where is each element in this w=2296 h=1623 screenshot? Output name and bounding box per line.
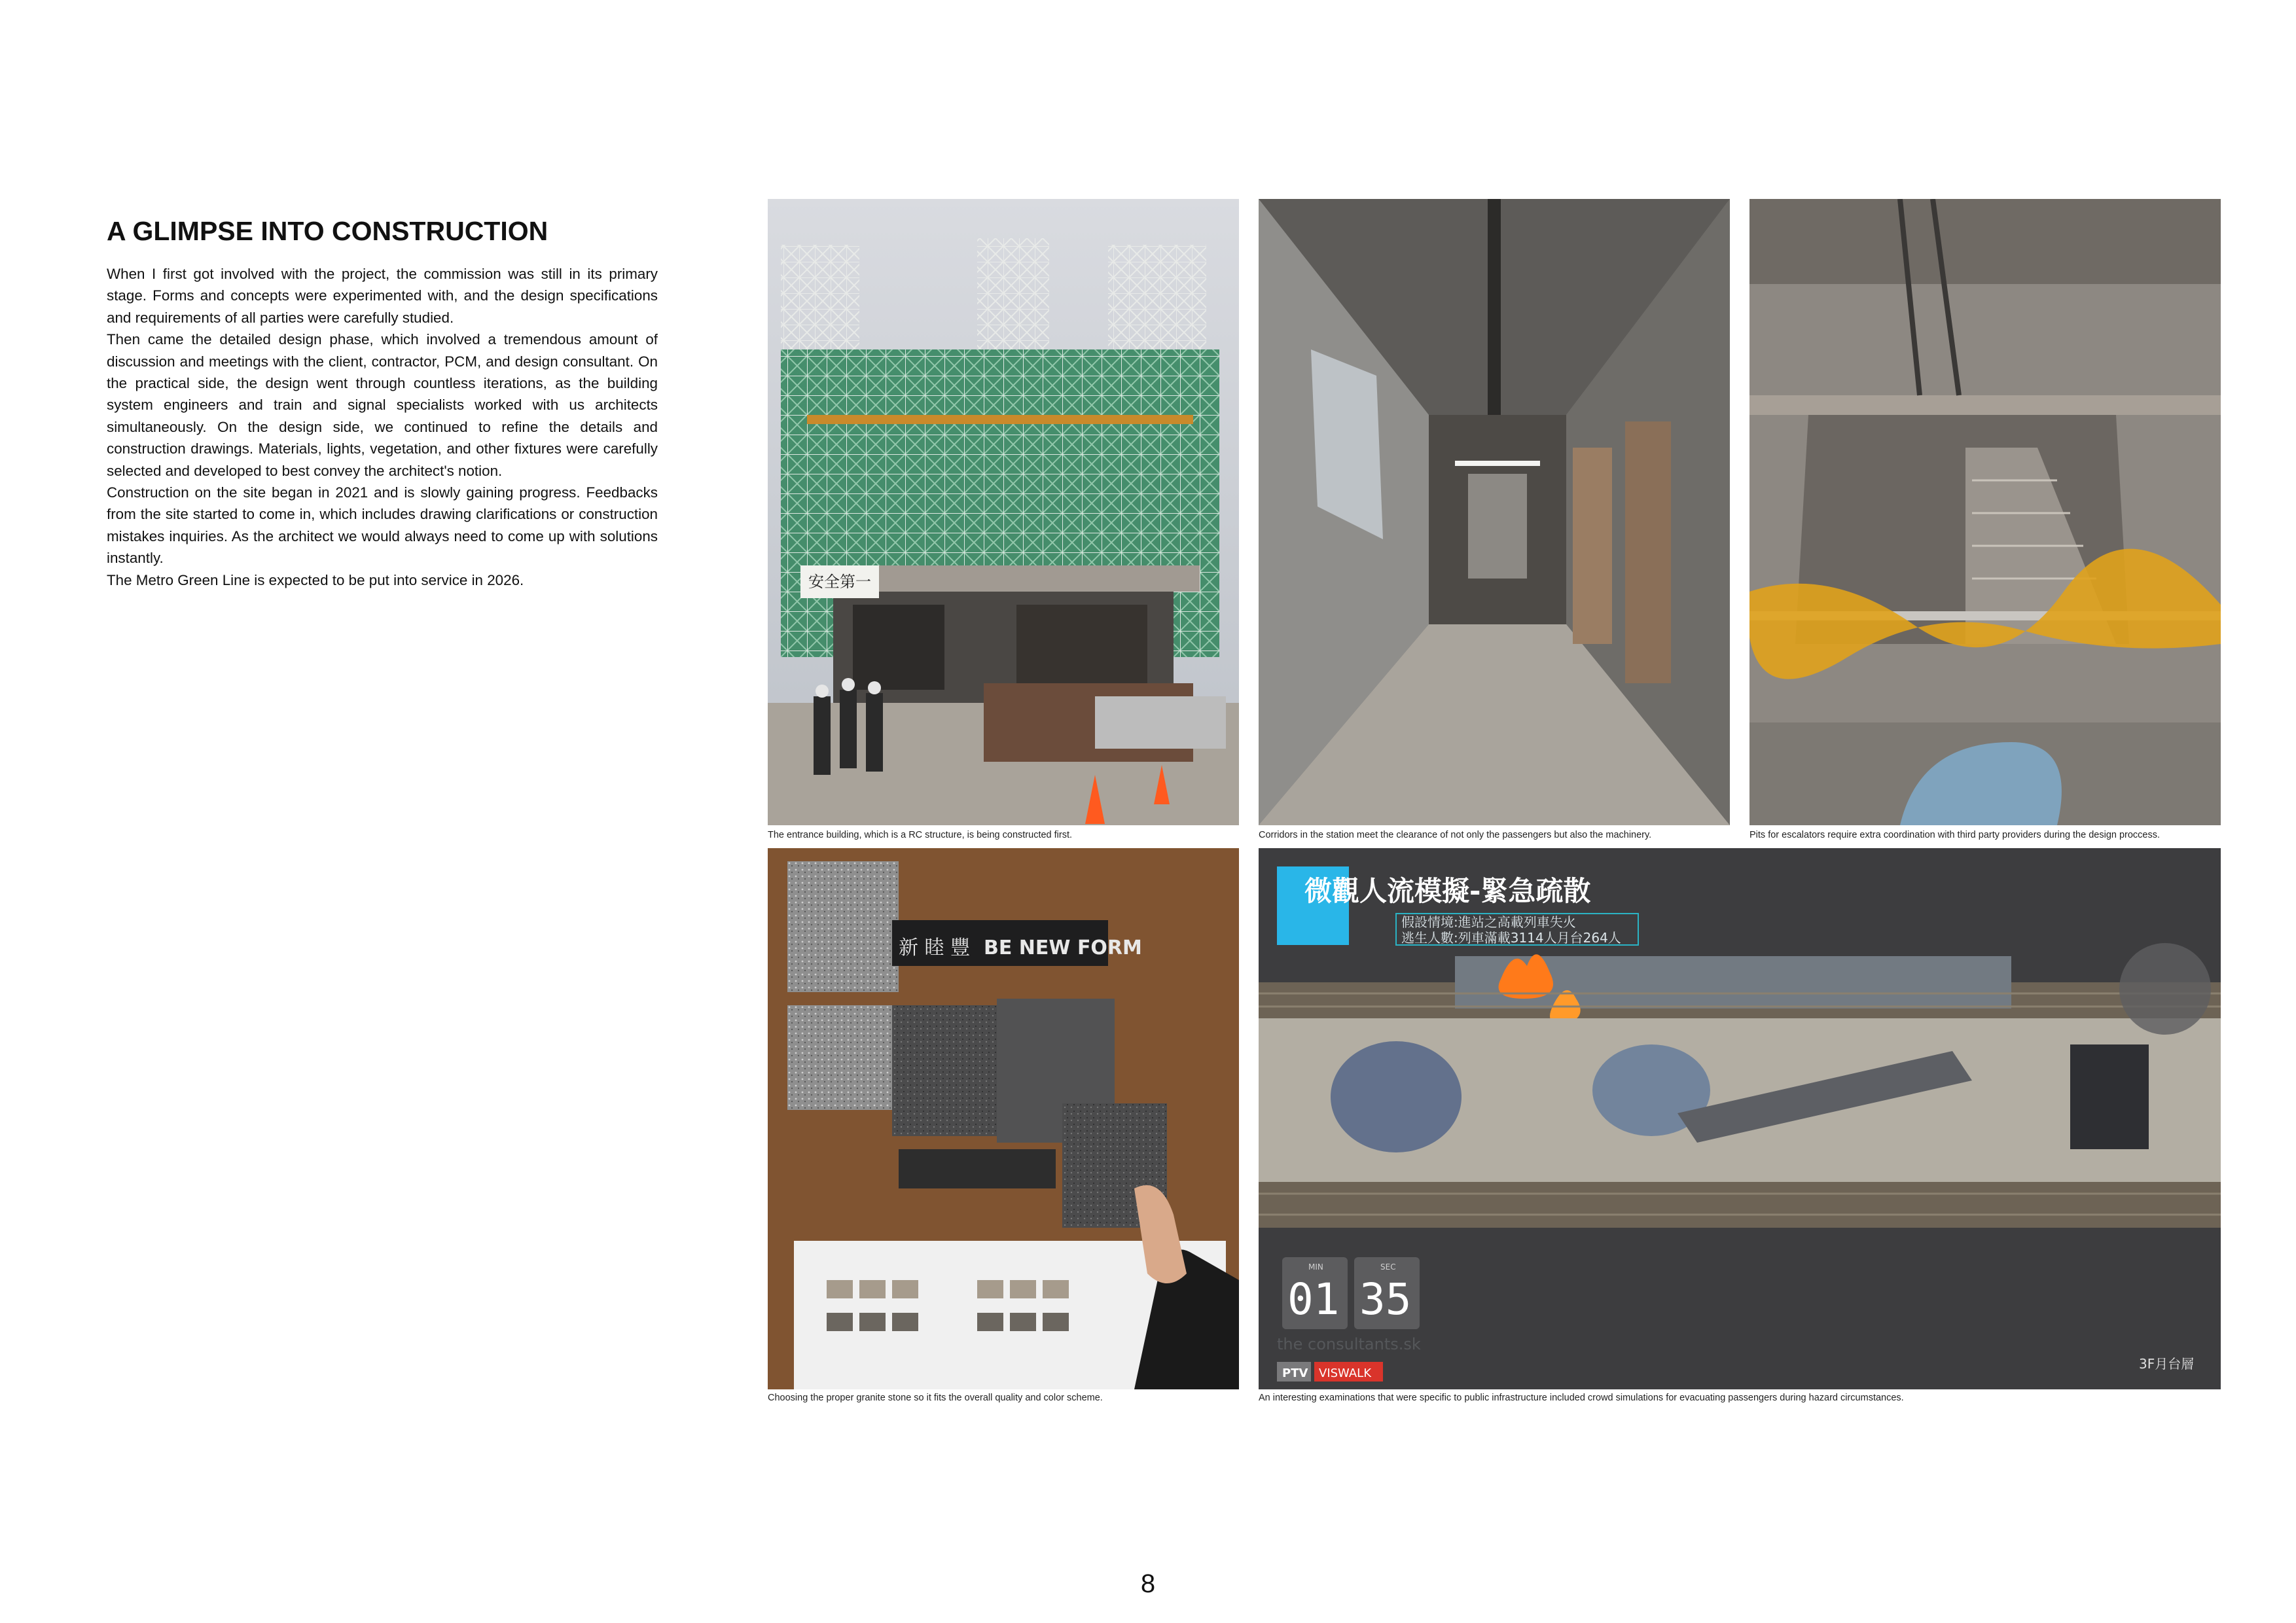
photo-caption: The entrance building, which is a RC structure, is being constructed first. — [768, 830, 1073, 840]
body-paragraph: Then came the detailed design phase, which involved a tremendous amount of discussion and meetings with the client, contractor, PCM, and design consultant. On the practical side, the design went through countless iterations, as the building system engineers and train and signal specialists worked with us architects simultaneously. On the design side, we continued to refine the details and construction drawings. Materials, lights, vegetation, and other fixtures were carefully selected and developed to best convey the architect's notion. — [107, 331, 658, 479]
photo-crowd-simulation-image — [1259, 848, 2221, 1389]
section-body — [107, 263, 658, 591]
photo-caption: Choosing the proper granite stone so it fits the overall quality and color scheme. — [768, 1393, 1103, 1403]
video-watermark: the consultants.sk — [1277, 1335, 1421, 1353]
photo-granite-samples — [768, 848, 1239, 1389]
body-paragraph: Construction on the site began in 2021 and is slowly gaining progress. Feedbacks from the site started to come in, which includes drawing clarifications or construction mistakes inquiries. As the architect we would always need to come up with solutions instantly. — [107, 484, 658, 567]
brand-label-en: BE NEW FORM — [984, 936, 1142, 959]
body-paragraph: The Metro Green Line is expected to be put into service in 2026. — [107, 571, 524, 588]
simulation-evacuees: 逃生人數:列車滿載3114人月台264人 — [1401, 930, 1621, 946]
timer-seconds: 35 — [1359, 1274, 1412, 1325]
photo-station-corridor — [1259, 199, 1730, 825]
page-number: 8 — [1140, 1569, 1156, 1598]
ptv-logo: PTV — [1282, 1366, 1308, 1380]
photo-entrance-building-image — [768, 199, 1239, 825]
safety-sign: 安全第一 — [808, 573, 871, 591]
floor-label: 3F月台層 — [2139, 1356, 2195, 1372]
timer-sec-label: SEC — [1380, 1262, 1396, 1272]
viswalk-logo: VISWALK — [1319, 1366, 1372, 1380]
photo-escalator-pit — [1749, 199, 2221, 825]
timer-minutes: 01 — [1287, 1274, 1340, 1325]
photo-caption: Pits for escalators require extra coordination with third party providers during the design proccess. — [1749, 830, 2161, 840]
timer-min-label: MIN — [1308, 1262, 1323, 1272]
photo-crowd-simulation — [1259, 848, 2221, 1389]
brand-label-cn: 新 睦 豐 — [899, 936, 971, 959]
photo-granite-samples-image — [768, 848, 1239, 1389]
photo-escalator-pit-image — [1749, 199, 2221, 825]
simulation-scenario: 假設情境:進站之高載列車失火 — [1401, 914, 1576, 930]
body-paragraph: When I first got involved with the project, the commission was still in its primary stage. Forms and concepts were experimented with, and the design specifications and requirements of all parties were carefully studied. — [107, 266, 658, 326]
photo-caption: An interesting examinations that were specific to public infrastructure included crowd simulations for evacuating passengers during hazard circumstances. — [1259, 1393, 1904, 1403]
section-title: A GLIMPSE INTO CONSTRUCTION — [107, 216, 548, 246]
photo-station-corridor-image — [1259, 199, 1730, 825]
photo-caption: Corridors in the station meet the clearance of not only the passengers but also the machinery. — [1259, 830, 1652, 840]
photo-entrance-building — [768, 199, 1239, 825]
simulation-title: 微觀人流模擬-緊急疏散 — [1304, 875, 1591, 907]
